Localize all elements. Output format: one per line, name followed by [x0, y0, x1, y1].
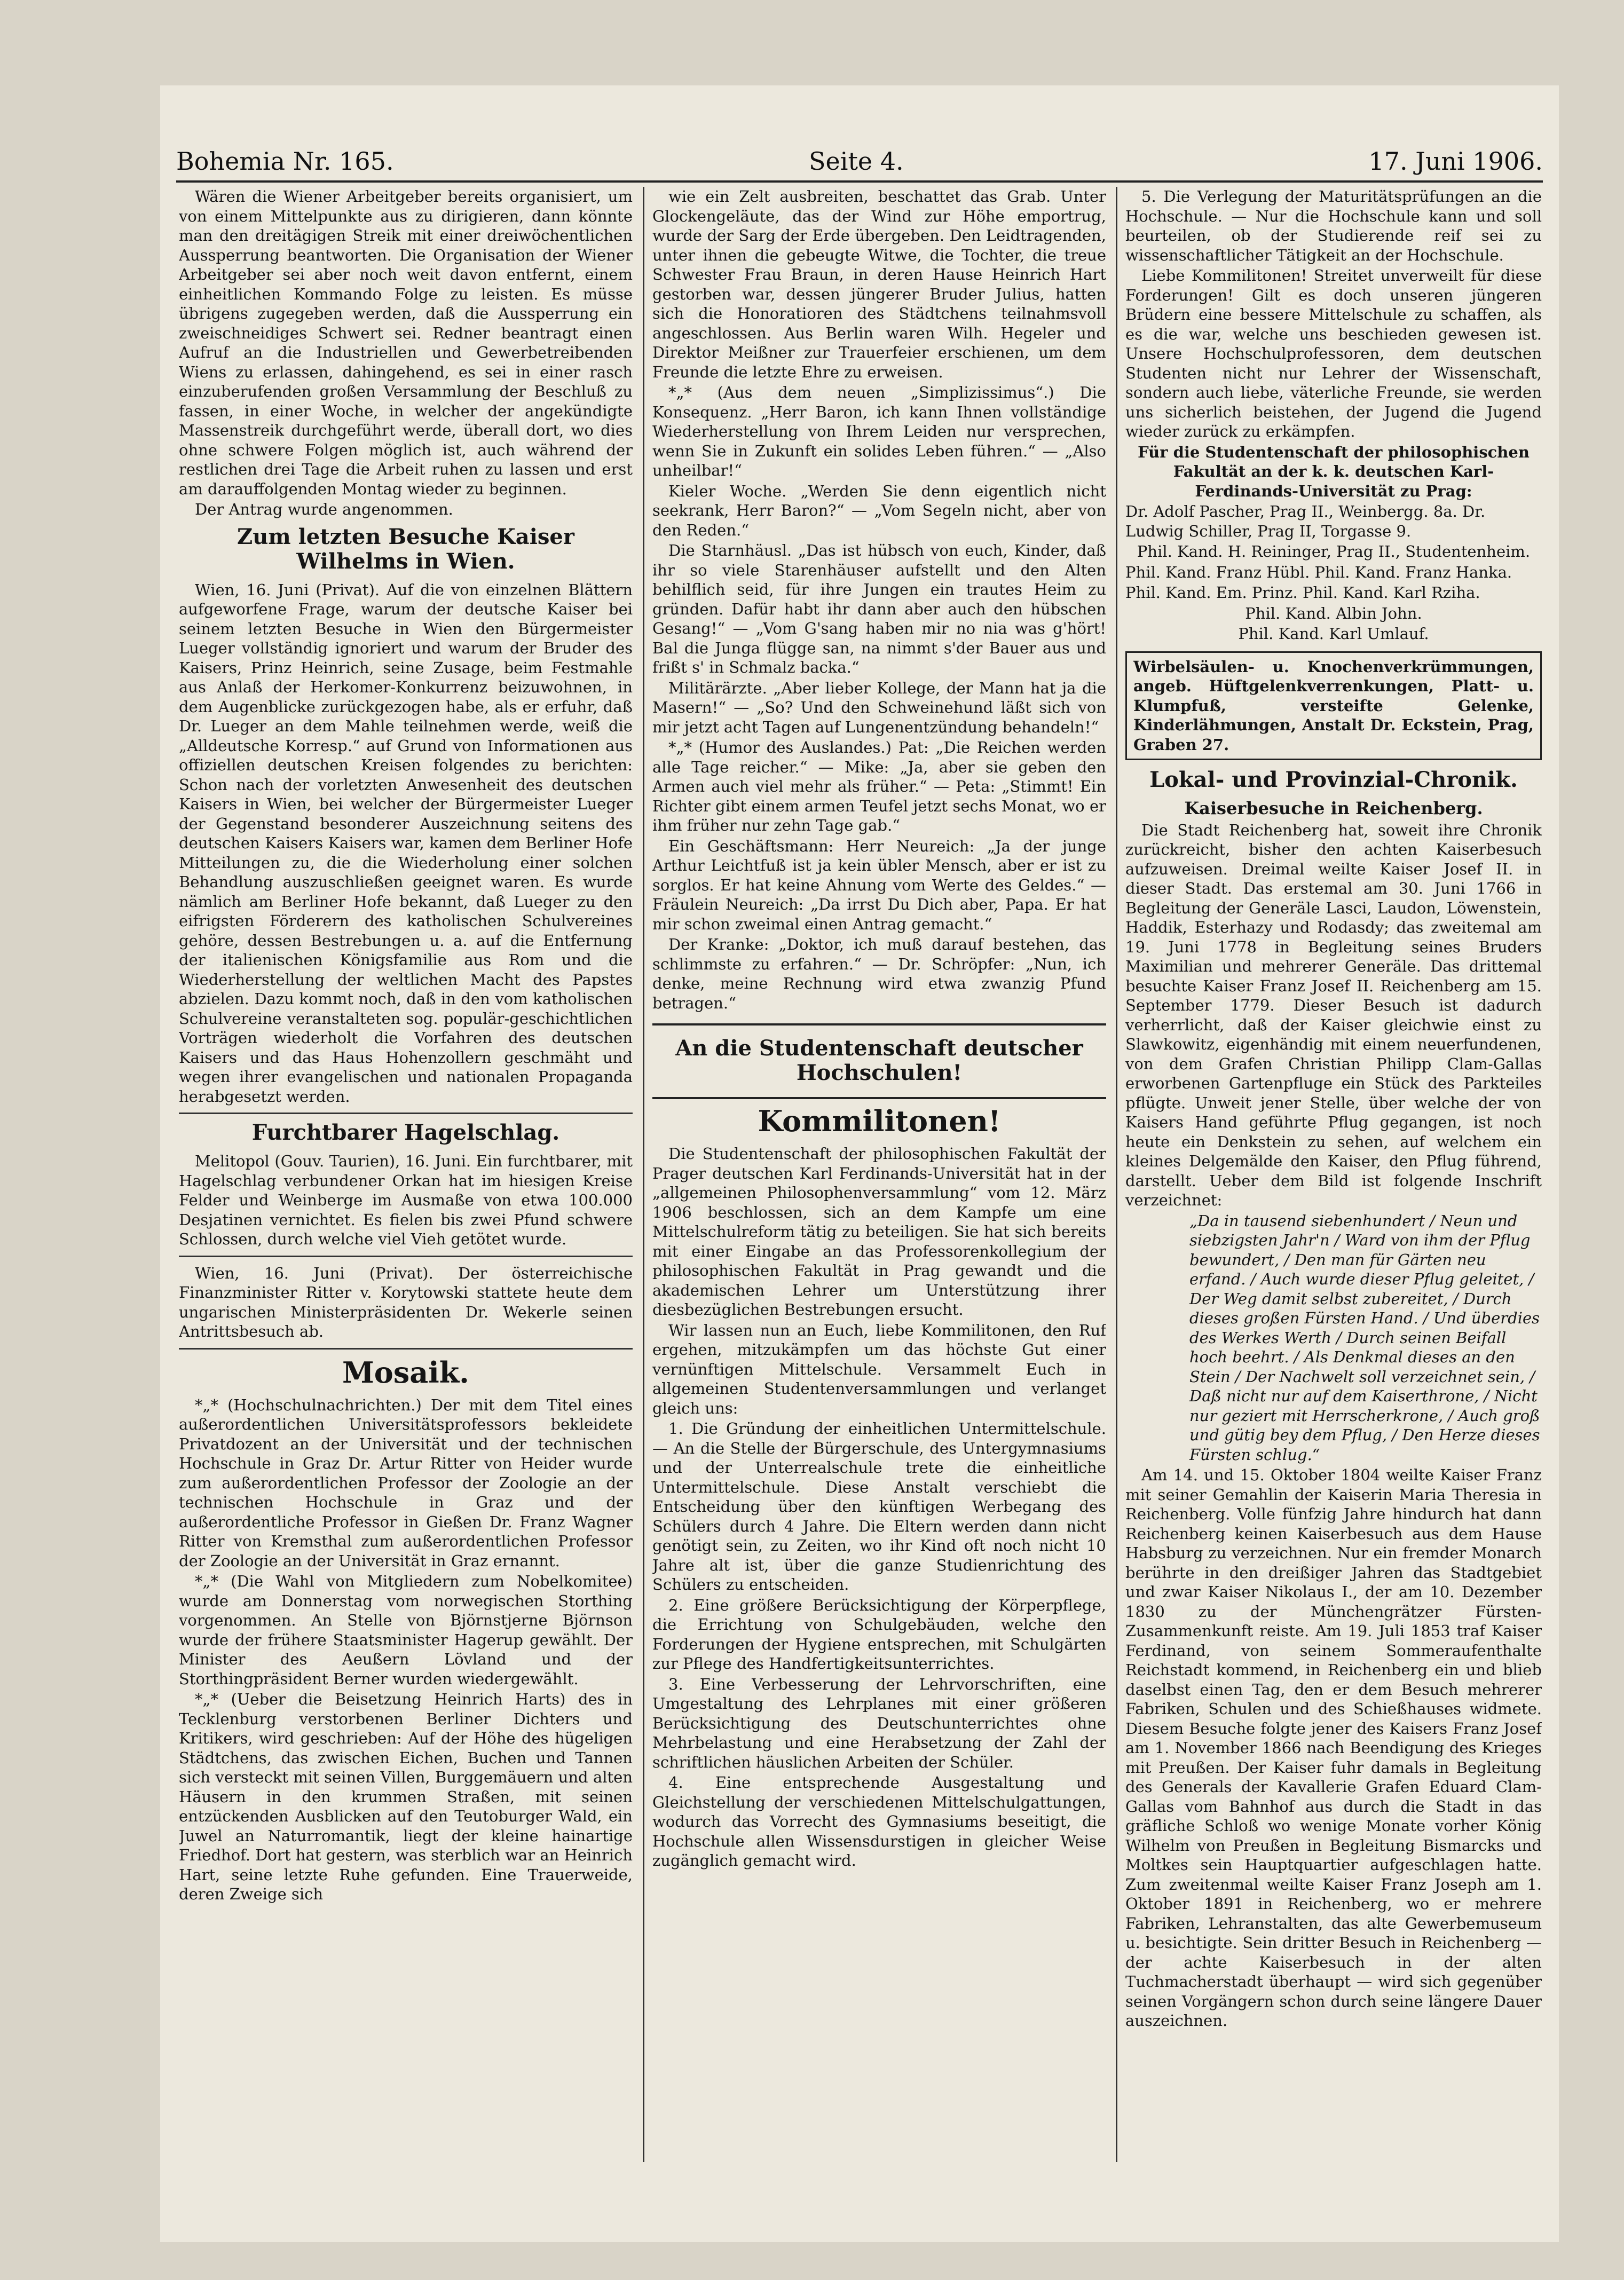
item-humor-auslandes: *„* (Humor des Auslandes.) Pat: „Die Reichen werden alle Tage reicher.“ — Mike: „Ja, aber sie geben den Armen auch viel mehr als früher.“ — Peta: „Stimmt! Ein Richter gibt einem armen Teufel jetzt sechs Monat, wo er ihm früher nur zehn Tage gab.“ [652, 738, 1106, 834]
article-hagelschlag: Melitopol (Gouv. Taurien), 16. Juni. Ein furchtbarer, mit Hagelschlag verbundener Orkan hat im hiesigen Kreise Felder und Weinberge im Ausmaße von etwa 100.000 Desjatinen vernichtet. Es fielen bis zwei Pfund schwere Schlossen, durch welche viel Vieh getötet wurde. [179, 1152, 633, 1248]
demand-1: 1. Die Gründung der einheitlichen Untermittelschule. — An die Stelle der Bürgerschule, des Untergymnasiums und der Unterrealschule trete die einheitliche Untermittelschule. Diese Anstalt verschiebt die Entscheidung über den künftigen Werbegang des Schülers durch 4 Jahre. Die Eltern werden dann nicht genötigt sein, zu Zeiten, wo ihr Kind oft noch nicht 10 Jahre alt ist, über die ganze Studienrichtung des Schülers zu entscheiden. [652, 1419, 1106, 1593]
headline-kommilitonen: Kommilitonen! [758, 1104, 1001, 1138]
headline-kaiserbesuche: Kaiserbesuche in Reichenberg. [1184, 798, 1483, 818]
demand-4: 4. Eine entsprechende Ausgestaltung und Gleichstellung der verschiedenen Mittelschulgattungen, wodurch das Vorrecht des Gymnasiums beseitigt, die Hochschule allen Wissensdurstigen in gleicher Weise zugänglich gemacht wird. [652, 1773, 1106, 1869]
article-finanzminister: Wien, 16. Juni (Privat). Der österreichische Finanzminister Ritter v. Korytowski stattete heute dem ungarischen Ministerpräsidenten Dr. Wekerle seinen Antrittsbesuch ab. [179, 1264, 633, 1340]
item-heinrich-hart: *„* (Ueber die Beisetzung Heinrich Harts) des in Tecklenburg verstorbenen Berliner Dichters und Kritikers, wird geschrieben: Auf der Höhe des hügeligen Städtchens, das zwischen Eichen, Buchen und Tannen sich versteckt mit seinen Villen, Burggemäuern und alten Häusern in den krummen Straßen, mit seinen entzückenden Ausblicken auf den Teutoburger Wald, ein Juwel an Naturromantik, liegt der kleine hainartige Friedhof. Dort hat gestern, was sterblich war an Heinrich Hart, seine letzte Ruhe gefunden. Eine Trauerweide, deren Zweige sich [179, 1690, 633, 1903]
signature-line: Phil. Kand. H. Reininger, Prag II., Studentenheim. [1137, 542, 1531, 561]
headline-studentenschaft: An die Studentenschaft deutscher Hochschulen! [675, 1036, 1083, 1085]
item-starnhaeusl: Die Starnhäusl. „Das ist hübsch von euch, Kinder, daß ihr so viele Starenhäuser aufstellt und den Alten behilflich seid, für ihre Jungen ein trautes Heim zu gründen. Dafür habt ihr dann aber auch den hübschen Gesang!“ — „Vom G'sang haben mir no nia was g'hört! Bal die Junga flügge san, na nimmt s'der Bauer aus und frißt s' in Schmalz backa.“ [652, 541, 1106, 676]
signature-heading: Für die Studentenschaft der philosophischen Fakultät an der k. k. deutschen Karl-Ferdinands-Universität zu Prag: [1138, 443, 1530, 500]
demand-3: 3. Eine Verbesserung der Lehrvorschriften, eine Umgestaltung des Lehrplanes mit einer größeren Berücksichtigung des Deutschunterrichtes ohne Mehrbelastung und eine Herabsetzung der Zahl der schriftlichen häuslichen Arbeiten der Schüler. [652, 1675, 1106, 1771]
article-kaiserbesuche: Die Stadt Reichenberg hat, soweit ihre Chronik zurückreicht, bisher den achten Kaiserbesuch aufzuweisen. Dreimal weilte Kaiser Josef II. in dieser Stadt. Das erstemal am 30. Juni 1766 in Begleitung der Generäle Lasci, Laudon, Löwenstein, Haddik, Esterhazy und Rodasdy; das zweitemal am 19. Juni 1778 in Begleitung seines Bruders Maximilian und mehrerer Generäle. Das drittemal besuchte Kaiser Franz Josef II. Reichenberg am 15. September 1779. Dieser Besuch ist dadurch verherrlicht, daß der Kaiser gleichwie einst zu Slawkowitz, eigenhändig mit einem neuerfundenen, von dem Grafen Christian Philipp Clam-Gallas erworbenen Gartenpfluge ein Stück des Parkteiles pflügte. Unweit jener Stelle, über welche der von Kaisers Hand geführte Pflug gegangen, ist noch heute ein Denkstein zu sehen, auf welchem ein kleines Delgemälde den Kaiser, den Pflug führend, darstellt. Ueber dem Bild ist folgende Inschrift verzeichnet: [1125, 821, 1542, 1209]
column-3 [1125, 187, 1542, 2162]
section-title-mosaik: Mosaik. [342, 1355, 469, 1390]
item-geschaeftsmann: Ein Geschäftsmann: Herr Neureich: „Ja der junge Arthur Leichtfuß ist ja kein übler Mensch, aber er ist zu sorglos. Er hat keine Ahnung vom Werte des Geldes.“ — Fräulein Neureich: „Da irrst Du Dich aber, Papa. Er hat mir schon zweimal einen Antrag gemacht.“ [652, 837, 1106, 933]
divider [179, 1256, 633, 1257]
headline-hagelschlag: Furchtbarer Hagelschlag. [251, 1120, 560, 1145]
item-heinrich-hart-continued: wie ein Zelt ausbreiten, beschattet das Grab. Unter Glockengeläute, das der Wind zur Höhe emportrug, wurde der Sarg der Erde übergeben. Den Leidtragenden, unter ihnen die gebeugte Witwe, die Tochter, die treue Schwester Frau Braun, in deren Hause Heinrich Hart gestorben war, dessen jüngerer Bruder Julius, hatten sich die Honoratioren des Städtchens teilnahmsvoll angeschlossen. Aus Berlin waren Wilh. Hegeler und Direktor Meißner zur Trauerfeier erschienen, um dem Freunde die letzte Ehre zu erweisen. [652, 187, 1106, 381]
item-der-kranke: Der Kranke: „Doktor, ich muß darauf bestehen, das schlimmste zu erfahren.“ — Dr. Schröpfer: „Nun, ich denke, meine Rechnung wird etwa zwanzig Pfund betragen.“ [652, 935, 1106, 1012]
column-divider [643, 187, 644, 2162]
appeal-intro: Die Studentenschaft der philosophischen Fakultät der Prager deutschen Karl Ferdinands-Universität hat in der „allgemeinen Philosophenversammlung“ vom 12. März 1906 beschlossen, sich an dem Kampfe um eine Mittelschulreform tätig zu beteiligen. Sie hat sich bereits mit einer Eingabe an das Professorenkollegium der philosophischen Fakultät in Prag gewandt und die akademischen Lehrer um Unterstützung ihrer diesbezüglichen Bestrebungen ersucht. [652, 1145, 1106, 1319]
item-militaeraerzte: Militärärzte. „Aber lieber Kollege, der Mann hat ja die Masern!“ — „So? Und den Schweinehund läßt sich von mir jetzt acht Tagen auf Lungenentzündung behandeln!“ [652, 679, 1106, 736]
issue-date: 17. Juni 1906. [1368, 147, 1543, 176]
signature-line: Dr. Adolf Pascher, Prag II., Weinbergg. 8a. Dr. Ludwig Schiller, Prag II, Torgasse 9. [1125, 502, 1486, 540]
appeal-call: Wir lassen nun an Euch, liebe Kommilitonen, den Ruf ergehen, mitzukämpfen um das höchste Gut einer vernünftigen Mittelschule. Versammelt Euch in allgemeinen Studentenversammlungen und verlanget gleich uns: [652, 1321, 1106, 1417]
item-kieler-woche: Kieler Woche. „Werden Sie denn eigentlich nicht seekrank, Herr Baron?“ — „Vom Segeln nicht, aber von den Reden.“ [652, 482, 1106, 539]
item-nobelkomitee: *„* (Die Wahl von Mitgliedern zum Nobelkomitee) wurde am Donnerstag vom norwegischen Storthing vorgenommen. An Stelle von Björnstjerne Björnson wurde der frühere Staatsminister Hagerup gewählt. Der Minister des Aeußern Lövland und der Storthingpräsident Berner wurden wiedergewählt. [179, 1572, 633, 1688]
divider [179, 1113, 633, 1114]
signature-line: Phil. Kand. Franz Hübl. Phil. Kand. Franz Hanka. [1125, 563, 1512, 581]
paper-name: Bohemia Nr. 165. [176, 147, 394, 176]
column-2 [652, 187, 1106, 2162]
article-continued: Wären die Wiener Arbeitgeber bereits organisiert, um von einem Mittelpunkte aus zu dirigieren, dann könnte man den dreitägigen Streik mit einer dreiwöchentlichen Aussperrung beantworten. Die Organisation der Wiener Arbeitgeber sei aber noch weit davon entfernt, einem einheitlichen Kommando Folge zu leisten. Es müsse übrigens zugegeben werden, daß die Aussperrung ein zweischneidiges Schwert sei. Redner beantragt einen Aufruf an die Industriellen und Gewerbetreibenden Wiens zu erlassen, dahingehend, es sei in einer rasch einzuberufenden großen Versammlung der Beschluß zu fassen, in einer Woche, in welcher der angekündigte Massenstreik durchgeführt werde, überall dort, wo dies ohne schwere Folgen möglich ist, auch während der restlichen drei Tage die Arbeit ruhen zu lassen und erst am darauffolgenden Montag wieder zu beginnen. [179, 187, 633, 498]
page-number: Seite 4. [809, 147, 904, 176]
section-title-lokal-chronik: Lokal- und Provinzial-Chronik. [1149, 767, 1518, 792]
paragraph: Der Antrag wurde angenommen. [195, 500, 453, 518]
column-1 [179, 187, 633, 2162]
signature-line: Phil. Kand. Karl Umlauf. [1238, 625, 1429, 643]
article-kaiser-wilhelm: Wien, 16. Juni (Privat). Auf die von einzelnen Blättern aufgeworfene Frage, warum der deutsche Kaiser bei seinem letzten Besuche in Wien den Bürgermeister Lueger vollständig ignoriert und warum der Bruder des Kaisers, Prinz Heinrich, seine Zusage, beim Festmahle aus Anlaß der Herkomer-Konkurrenz beizuwohnen, in dem Augenblicke zurückgezogen habe, als er erfuhr, daß Dr. Lueger an dem Mahle teilnehmen werde, weiß die „Alldeutsche Korresp.“ auf Grund von Informationen aus offiziellen deutschen Kreisen folgendes zu berichten: Schon nach der vorletzten Anwesenheit des deutschen Kaisers in Wien, bei welcher der Bürgermeister Lueger der Gegenstand besonderer Auszeichnung seitens des deutschen Kaisers Kaisers war, kamen dem Berliner Hofe Mitteilungen zu, die die Wiederholung einer solchen Behandlung auszuschließen geeignet waren. Es wurde nämlich am Berliner Hofe bekannt, daß Lueger zu den eifrigsten Förderern des katholischen Schulvereines gehöre, dessen Bestrebungen u. a. auf die Entfernung der italienischen Königsfamilie aus Rom und die Wiederherstellung der weltlichen Macht des Papstes abzielen. Dazu kommt noch, daß in den vom katholischen Schulvereine veranstalteten sog. populär-geschichtlichen Vorträgen wiederholt die Vorfahren des deutschen Kaisers und das Haus Hohenzollern geschmäht und wegen ihrer evangelischen und nationalen Propaganda herabgesetzt werden. [179, 580, 633, 1106]
demand-5: 5. Die Verlegung der Maturitätsprüfungen an die Hochschule. — Nur die Hochschule kann und soll beurteilen, ob der Studierende reif sei zu wissenschaftlicher Tätigkeit an der Hochschule. [1125, 187, 1542, 264]
item-simplizissimus: *„* (Aus dem neuen „Simplizissimus“.) Die Konsequenz. „Herr Baron, ich kann Ihnen vollständige Wiederherstellung von Ihrem Leiden nur versprechen, wenn Sie in Zukunft ein solides Leben führen.“ — „Also unheilbar!“ [652, 383, 1106, 479]
inscription-poem: „Da in tausend siebenhundert / Neun und siebzigsten Jahr'n / Ward von ihm der Pflug bewundert, / Den man für Gärten neu erfand. / Auch wurde dieser Pflug geleitet, / Der Weg damit selbst zubereitet, / Durch dieses großen Fürsten Hand. / Und überdies des Werkes Werth / Durch seinen Beifall hoch beehrt. / Als Denkmal dieses an den Stein / Der Nachwelt soll verzeichnet sein, / Daß nicht nur auf dem Kaiserthrone, / Nicht nur geziert mit Herrscherkrone, / Auch groß und gütig bey dem Pflug, / Den Herze dieses Fürsten schlug.“ [1189, 1211, 1540, 1464]
appeal-box [652, 1023, 1106, 1099]
headline-kaiser-wilhelm: Zum letzten Besuche Kaiser Wilhelms in Wien. [237, 524, 574, 574]
page-header [176, 147, 1543, 179]
column-divider [1116, 187, 1117, 2162]
header-rule [176, 180, 1543, 183]
advertisement-eckstein: Wirbelsäulen- u. Knochenverkrümmungen, angeb. Hüftgelenkverrenkungen, Platt- u. Klumpfuß, versteifte Gelenke, Kinderlähmungen, Anstalt Dr. Eckstein, Prag, Graben 27. [1125, 651, 1542, 761]
divider [179, 1348, 633, 1350]
signature-line: Phil. Kand. Albin John. [1245, 604, 1422, 622]
item-hochschulnachrichten: *„* (Hochschulnachrichten.) Der mit dem Titel eines außerordentlichen Universitätsprofessors bekleidete Privatdozent an der Universität und der technischen Hochschule in Graz Dr. Artur Ritter von Heider wurde zum außerordentlichen Professor der Zoologie an der technischen Hochschule in Graz und der außerordentliche Professor in Gießen Dr. Franz Wagner Ritter von Kremsthal zum außerordentlichen Professor der Zoologie an der Universität in Graz ernannt. [179, 1395, 633, 1570]
appeal-closing: Liebe Kommilitonen! Streitet unverweilt für diese Forderungen! Gilt es doch unseren jüngeren Brüdern eine bessere Mittelschule zu schaffen, als es die war, welche uns beschieden gewesen ist. Unsere Hochschulprofessoren, dem deutschen Studenten nicht nur Lehrer der Wissenschaft, sondern auch liebe, väterliche Freunde, sie werden uns sicherlich beistehen, der Jugend die Jugend wieder zurück zu erkämpfen. [1125, 266, 1542, 440]
demand-2: 2. Eine größere Berücksichtigung der Körperpflege, die Errichtung von Schulgebäuden, welche den Forderungen der Hygiene entsprechen, mit Schulgärten zur Pflege des Handfertigkeitsunterrichtes. [652, 1596, 1106, 1672]
article-kaiserbesuche-continued: Am 14. und 15. Oktober 1804 weilte Kaiser Franz mit seiner Gemahlin der Kaiserin Maria Theresia in Reichenberg. Volle fünfzig Jahre hindurch hat dann Reichenberg keinen Kaiserbesuch aus dem Hause Habsburg zu verzeichnen. Nur ein fremder Monarch berührte in den dreißiger Jahren das Stadtgebiet und zwar Kaiser Nikolaus I., der am 10. Dezember 1830 zu der Münchengrätzer Fürsten-Zusammenkunft reiste. Am 19. Juli 1853 traf Kaiser Ferdinand, von seinem Sommeraufenthalte Reichstadt kommend, in Reichenberg ein und blieb daselbst einen Tag, den er dem Besuch mehrerer Fabriken, Schulen und des Schießhauses widmete. Diesem Besuche folgte jener des Kaisers Franz Josef am 1. November 1866 nach Beendigung des Krieges mit Preußen. Der Kaiser fuhr damals in Begleitung des Generals der Kavallerie Grafen Eduard Clam-Gallas vom Bahnhof aus durch die Stadt in das gräfliche Schloß wo wenige Monate vorher König Wilhelm von Preußen in Begleitung Bismarcks und Moltkes sein Hauptquartier aufgeschlagen hatte. Zum zweitenmal weilte Kaiser Franz Joseph am 1. Oktober 1891 in Reichenberg, wo er mehrere Fabriken, Lehranstalten, das alte Gewerbemuseum u. besichtigte. Sein dritter Besuch in Reichenberg — der achte Kaiserbesuch in der alten Tuchmacherstadt überhaupt — wird sich gegenüber seinen Vorgängern schon durch seine längere Dauer auszeichnen. [1125, 1466, 1542, 2030]
signature-line: Phil. Kand. Em. Prinz. Phil. Kand. Karl Rziha. [1125, 583, 1480, 602]
